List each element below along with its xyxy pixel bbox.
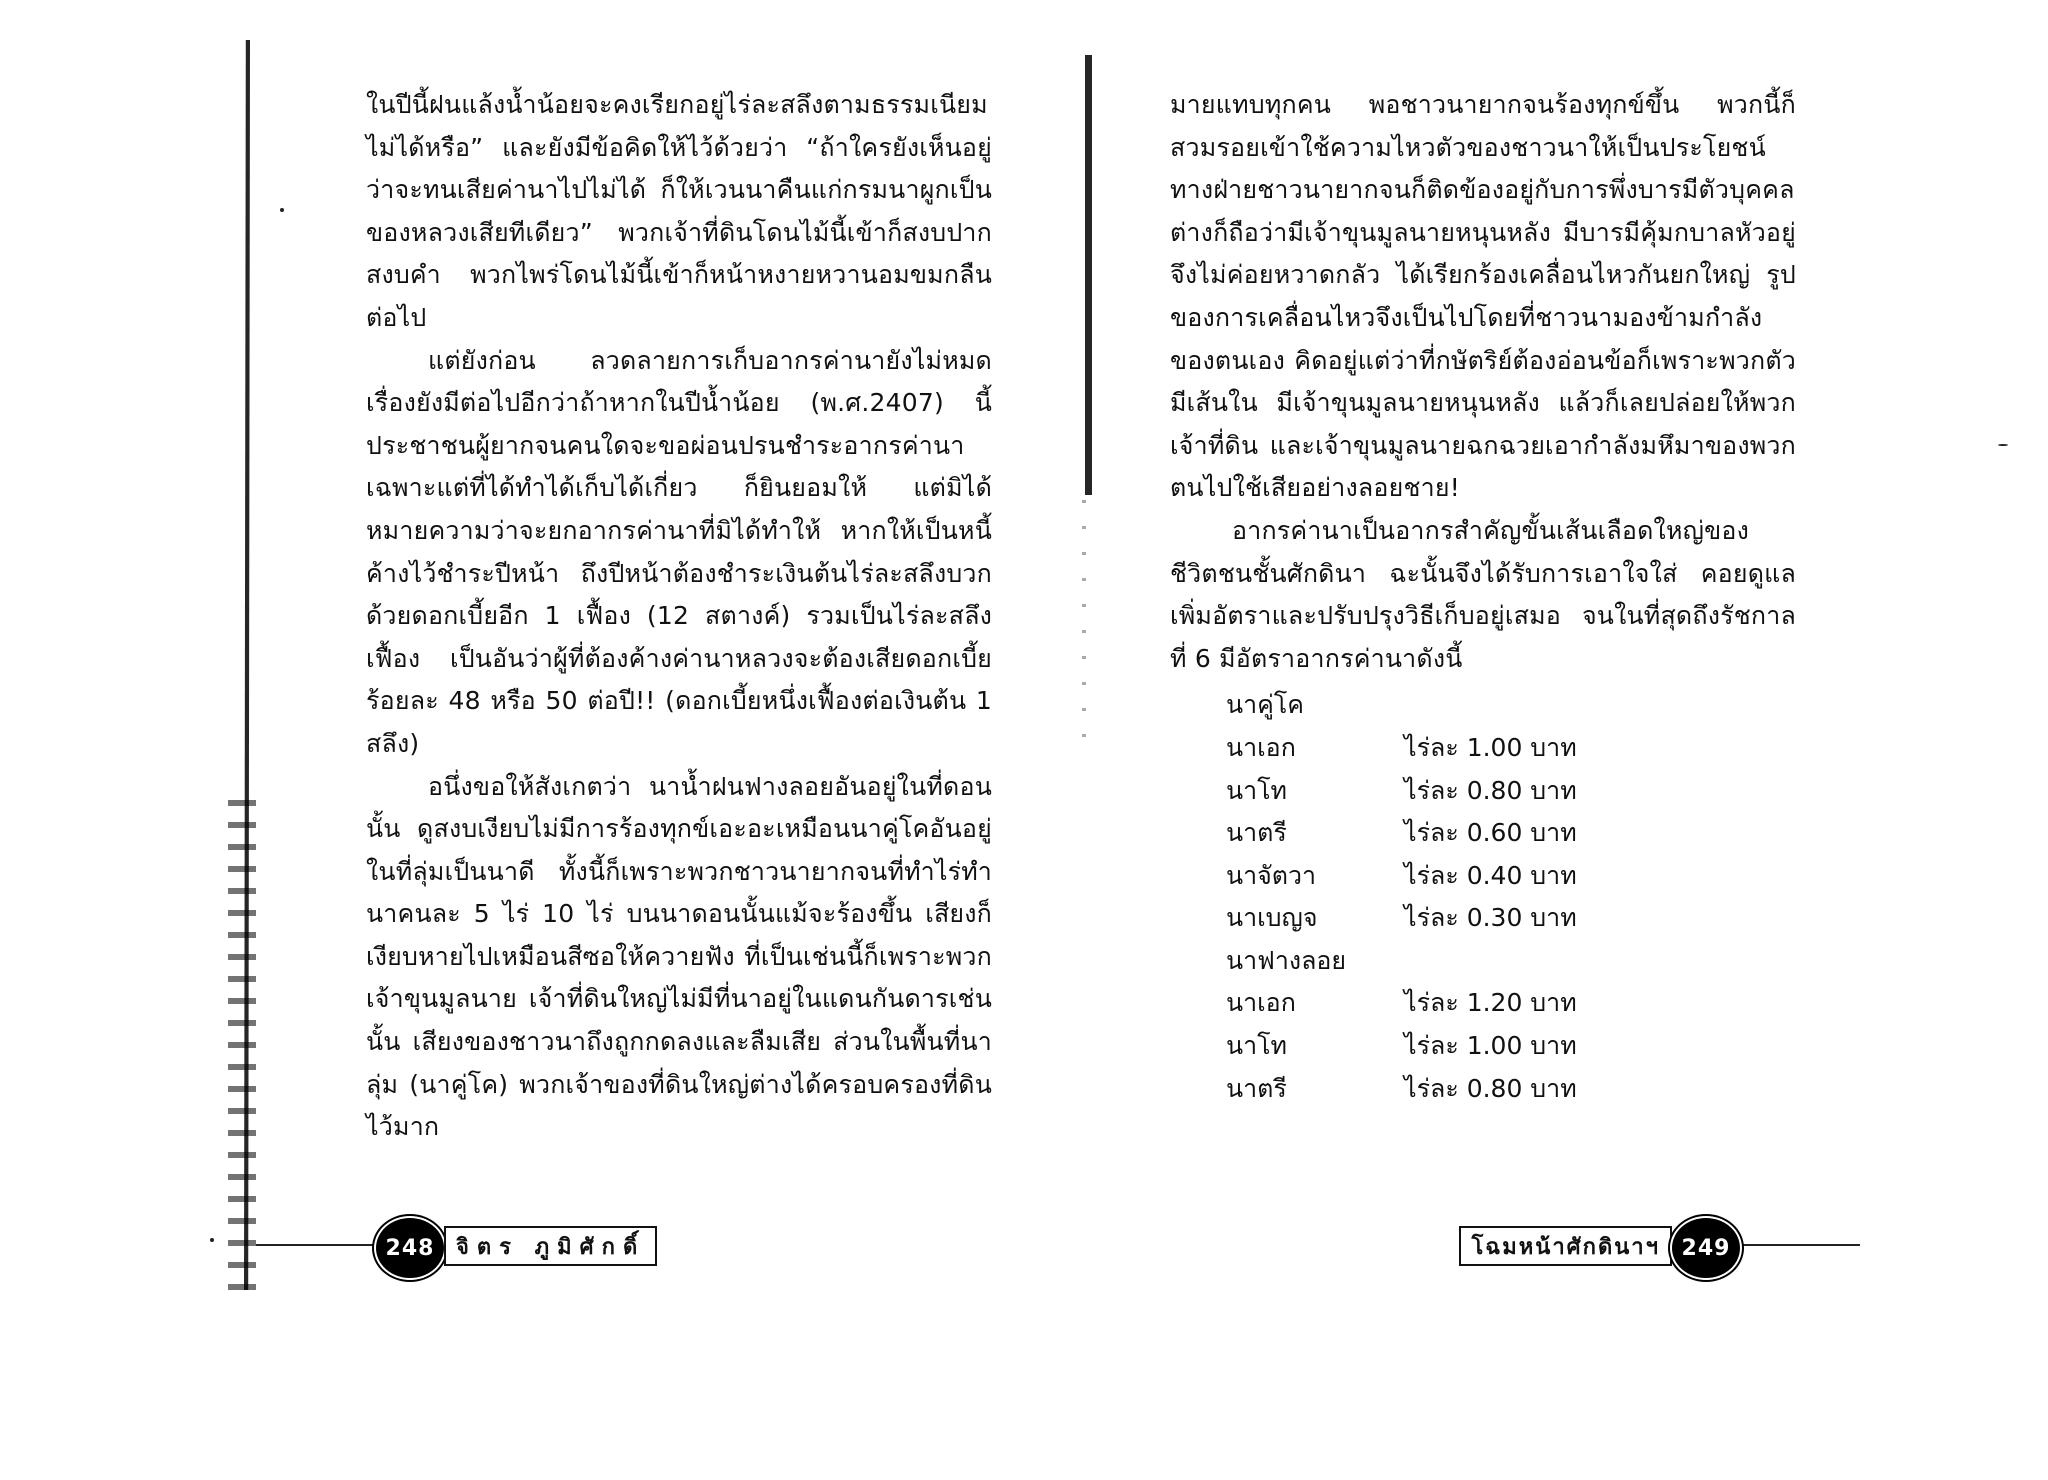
left-page-body xyxy=(366,84,992,1149)
rate-value: ไร่ละ 0.80 บาท xyxy=(1404,775,1577,805)
book-gutter-shadow xyxy=(1085,55,1092,495)
book-title-label: โฉมหน้าศักดินาฯ xyxy=(1459,1226,1672,1266)
rate-row xyxy=(1226,982,1796,1025)
rate-row xyxy=(1226,812,1796,855)
right-page-footer xyxy=(1440,1218,1860,1272)
paragraph: ในปีนี้ฝนแล้งน้ำน้อยจะคงเรียกอยู่ไร่ละสลึงตามธรรมเนียมไม่ได้หรือ” และยังมีข้อคิดให้ไว้ด้วยว่า “ถ้าใครยังเห็นอยู่ว่าจะทนเสียค่านาไปไม่ได้ ก็ให้เวนนาคืนแก่กรมนาผูกเป็นของหลวงเสียทีเดียว” พวกเจ้าที่ดินโดนไม้นี้เข้าก็สงบปากสงบคำ พวกไพร่โดนไม้นี้เข้าก็หน้าหงายหวานอมขมกลืนต่อไป xyxy=(366,90,992,332)
scan-edge-left-ragged xyxy=(228,800,256,1300)
rate-row xyxy=(1226,727,1796,770)
rate-value: ไร่ละ 1.20 บาท xyxy=(1404,988,1577,1018)
right-page-body xyxy=(1170,84,1796,680)
rate-field-class: นาเอก xyxy=(1226,988,1296,1018)
paragraph: แต่ยังก่อน ลวดลายการเก็บอากรค่านายังไม่หมด เรื่องยังมีต่อไปอีกว่าถ้าหากในปีน้ำน้อย (พ.ศ.2407) นี้ ประชาชนผู้ยากจนคนใดจะขอผ่อนปรนชำระอากรค่านาเฉพาะแต่ที่ได้ทำได้เก็บได้เกี่ยว ก็ยินยอมให้ แต่มิได้หมายความว่าจะยกอากรค่านาที่มิได้ทำให้ หากให้เป็นหนี้ค้างไว้ชำระปีหน้า ถึงปีหน้าต้องชำระเงินต้นไร่ละสลึงบวกด้วยดอกเบี้ยอีก 1 เฟื้อง (12 สตางค์) รวมเป็นไร่ละสลึงเฟื้อง เป็นอันว่าผู้ที่ต้องค้างค่านาหลวงจะต้องเสียดอกเบี้ยร้อยละ 48 หรือ 50 ต่อปี!! (ดอกเบี้ยหนึ่งเฟื้องต่อเงินต้น 1 สลึง) xyxy=(366,345,992,758)
footer-rule xyxy=(1740,1244,1860,1246)
scan-speck xyxy=(210,1238,214,1242)
rate-field-class: นาจัตวา xyxy=(1226,860,1317,890)
rate-value: ไร่ละ 1.00 บาท xyxy=(1404,1031,1577,1061)
rate-row xyxy=(1226,897,1796,940)
rate-field-class: นาเบญจ xyxy=(1226,903,1318,933)
rate-value: ไร่ละ 0.30 บาท xyxy=(1404,903,1577,933)
rate-row xyxy=(1226,1068,1796,1111)
rate-row xyxy=(1226,1025,1796,1068)
author-label: จิตร ภูมิศักดิ์ xyxy=(444,1226,657,1266)
rate-group-title: นาฟางลอย xyxy=(1226,945,1347,975)
rate-value: ไร่ละ 0.80 บาท xyxy=(1404,1073,1577,1103)
rate-value: ไร่ละ 0.40 บาท xyxy=(1404,860,1577,890)
rate-field-class: นาโท xyxy=(1226,1031,1288,1061)
rate-field-class: นาโท xyxy=(1226,775,1288,805)
rate-value: ไร่ละ 0.60 บาท xyxy=(1404,818,1577,848)
rate-value: ไร่ละ 1.00 บาท xyxy=(1404,732,1577,762)
page-number-badge: 249 xyxy=(1672,1218,1740,1278)
rate-field-class: นาตรี xyxy=(1226,1073,1287,1103)
page-number-badge: 248 xyxy=(376,1218,444,1278)
scan-speck xyxy=(1998,444,2008,446)
paragraph: มายแทบทุกคน พอชาวนายากจนร้องทุกข์ขึ้น พวกนี้ก็สวมรอยเข้าใช้ความไหวตัวของชาวนาให้เป็นประโยชน์ทางฝ่ายชาวนายากจนก็ติดข้องอยู่กับการพึ่งบารมีตัวบุคคล ต่างก็ถือว่ามีเจ้าขุนมูลนายหนุนหลัง มีบารมีคุ้มกบาลหัวอยู่ จึงไม่ค่อยหวาดกลัว ได้เรียกร้องเคลื่อนไหวกันยกใหญ่ รูปของการเคลื่อนไหวจึงเป็นไปโดยที่ชาวนามองข้ามกำลังของตนเอง คิดอยู่แต่ว่าที่กษัตริย์ต้องอ่อนข้อก็เพราะพวกตัวมีเส้นใน มีเจ้าขุนมูลนายหนุนหลัง แล้วก็เลยปล่อยให้พวกเจ้าที่ดิน และเจ้าขุนมูลนายฉกฉวยเอากำลังมหึมาของพวกตนไปใช้เสียอย่างลอยชาย! xyxy=(1170,90,1796,503)
rate-row xyxy=(1226,855,1796,898)
rate-row xyxy=(1226,770,1796,813)
left-page-footer xyxy=(256,1218,676,1272)
rate-field-class: นาตรี xyxy=(1226,818,1287,848)
left-page xyxy=(366,84,992,1149)
scan-speck xyxy=(280,208,284,212)
paragraph: อนึ่งขอให้สังเกตว่า นาน้ำฝนฟางลอยอันอยู่ในที่ดอนนั้น ดูสงบเงียบไม่มีการร้องทุกข์เอะอะเหมือนนาคู่โคอันอยู่ในที่ลุ่มเป็นนาดี ทั้งนี้ก็เพราะพวกชาวนายากจนที่ทำไร่ทำนาคนละ 5 ไร่ 10 ไร่ บนนาดอนนั้นแม้จะร้องขึ้น เสียงก็เงียบหายไปเหมือนสีซอให้ควายฟัง ที่เป็นเช่นนี้ก็เพราะพวกเจ้าขุนมูลนาย เจ้าที่ดินใหญ่ไม่มีที่นาอยู่ในแดนกันดารเช่นนั้น เสียงของชาวนาถึงถูกกดลงและลืมเสีย ส่วนในพื้นที่นาลุ่ม (นาคู่โค) พวกเจ้าของที่ดินใหญ่ต่างได้ครอบครองที่ดินไว้มาก xyxy=(366,771,992,1142)
rate-field-class: นาเอก xyxy=(1226,732,1296,762)
footer-rule xyxy=(256,1244,376,1246)
land-tax-rate-table xyxy=(1226,684,1796,1110)
book-gutter-specks xyxy=(1082,500,1086,760)
rate-group-title: นาคู่โค xyxy=(1226,690,1305,720)
paragraph: อากรค่านาเป็นอากรสำคัญขั้นเส้นเลือดใหญ่ของชีวิตชนชั้นศักดินา ฉะนั้นจึงได้รับการเอาใจใส่ คอยดูแลเพิ่มอัตราและปรับปรุงวิธีเก็บอยู่เสมอ จนในที่สุดถึงรัชกาลที่ 6 มีอัตราอากรค่านาดังนี้ xyxy=(1170,515,1796,673)
right-page xyxy=(1170,84,1796,1110)
